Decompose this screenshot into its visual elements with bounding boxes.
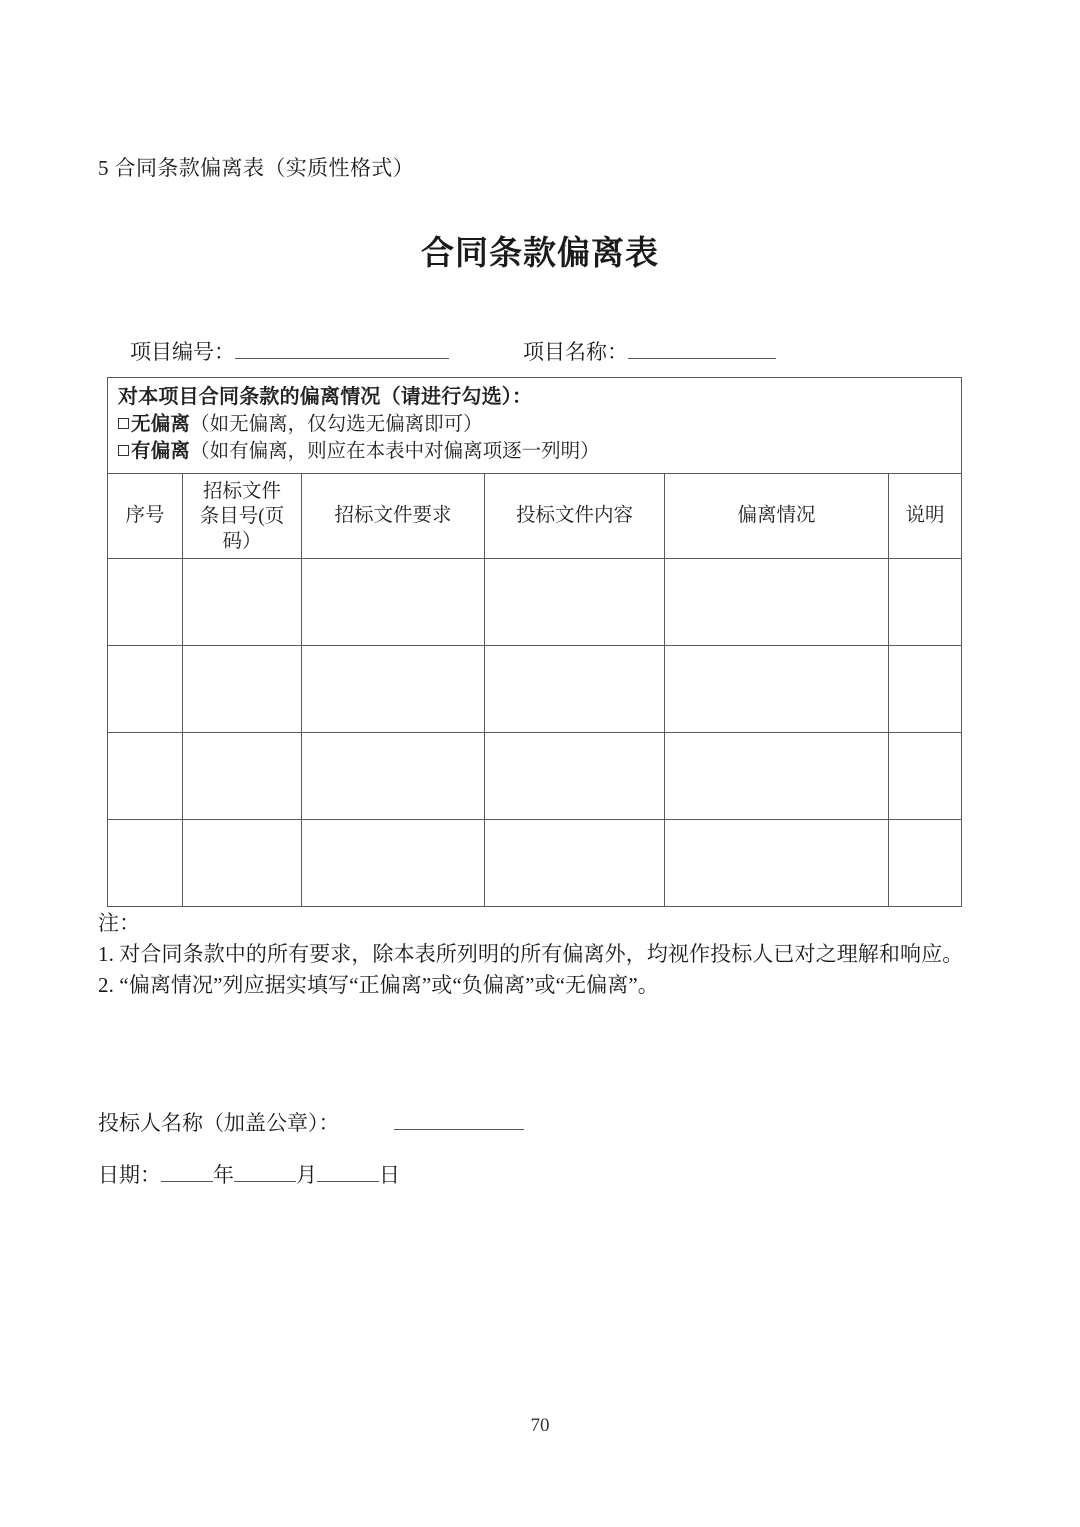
cell-clause-no[interactable] <box>183 820 302 907</box>
cell-remark[interactable] <box>889 559 962 646</box>
project-info-line <box>130 337 930 367</box>
deviation-option-yes-note: （如有偏离，则应在本表中对偏离项逐一列明） <box>190 441 600 462</box>
cell-tender-requirement[interactable] <box>302 820 485 907</box>
column-header-index-line1: 序号 <box>125 505 165 526</box>
date-year-unit: 年 <box>213 1163 234 1187</box>
cell-remark[interactable] <box>889 820 962 907</box>
page-title: 合同条款偏离表 <box>421 236 659 272</box>
deviation-option-no[interactable] <box>118 411 951 438</box>
table-row <box>108 646 962 733</box>
cell-remark[interactable] <box>889 733 962 820</box>
cell-deviation-status[interactable] <box>665 820 889 907</box>
column-header-clause-no-line2: 条目号(页 <box>199 505 285 527</box>
column-header-clause-no <box>183 474 302 559</box>
column-header-clause-no-line1: 招标文件 <box>202 480 281 502</box>
column-header-index <box>108 474 183 559</box>
cell-bid-content[interactable] <box>485 820 665 907</box>
cell-tender-requirement[interactable] <box>302 646 485 733</box>
note-item-1: 1. 对合同条款中的所有要求，除本表所列明的所有偏离外，均视作投标人已对之理解和响应。 <box>98 942 964 966</box>
project-name-label: 项目名称： <box>523 340 628 364</box>
cell-deviation-status[interactable] <box>665 646 889 733</box>
date-label: 日期： <box>98 1163 161 1187</box>
date-year-input[interactable] <box>161 1165 213 1182</box>
note-item-2: 2. “偏离情况”列应据实填写“正偏离”或“负偏离”或“无偏离”。 <box>98 973 659 997</box>
cell-clause-no[interactable] <box>183 646 302 733</box>
deviation-option-no-label: 无偏离 <box>131 414 191 435</box>
column-header-tender-requirement <box>302 474 485 559</box>
cell-clause-no[interactable] <box>183 733 302 820</box>
date-day-input[interactable] <box>317 1165 379 1182</box>
project-code-label: 项目编号： <box>130 340 235 364</box>
section-heading: 5 合同条款偏离表（实质性格式） <box>98 156 415 180</box>
deviation-checkbox-row <box>108 378 962 474</box>
date-day-unit: 日 <box>379 1163 400 1187</box>
cell-index[interactable] <box>108 733 183 820</box>
deviation-option-yes[interactable] <box>118 438 951 465</box>
column-header-bid-content-line1: 投标文件内容 <box>515 505 633 526</box>
cell-tender-requirement[interactable] <box>302 733 485 820</box>
column-header-remark <box>889 474 962 559</box>
date-month-unit: 月 <box>296 1163 317 1187</box>
checkbox-has-deviation-icon[interactable] <box>118 445 129 456</box>
column-header-clause-no-line3: 码） <box>222 530 262 552</box>
cell-index[interactable] <box>108 646 183 733</box>
cell-deviation-status[interactable] <box>665 559 889 646</box>
table-row <box>108 733 962 820</box>
column-header-deviation-status <box>665 474 889 559</box>
table-row <box>108 820 962 907</box>
project-name-input[interactable] <box>628 341 776 359</box>
bidder-name-input[interactable] <box>394 1113 524 1130</box>
signature-block <box>98 1108 798 1190</box>
deviation-option-yes-label: 有偏离 <box>131 441 191 462</box>
checkbox-no-deviation-icon[interactable] <box>118 418 129 429</box>
deviation-prompt: 对本项目合同条款的偏离情况（请进行勾选）： <box>118 386 533 408</box>
column-header-tender-requirement-line1: 招标文件要求 <box>334 505 452 526</box>
column-header-deviation-status-line1: 偏离情况 <box>737 505 816 526</box>
deviation-checkbox-cell <box>108 378 962 474</box>
cell-bid-content[interactable] <box>485 559 665 646</box>
cell-index[interactable] <box>108 559 183 646</box>
bidder-name-label: 投标人名称（加盖公章）： <box>98 1111 340 1135</box>
column-header-bid-content <box>485 474 665 559</box>
column-header-remark-line1: 说明 <box>905 505 945 526</box>
page-number: 70 <box>530 1415 550 1436</box>
cell-remark[interactable] <box>889 646 962 733</box>
notes-block <box>98 908 978 1001</box>
table-row <box>108 559 962 646</box>
cell-bid-content[interactable] <box>485 733 665 820</box>
notes-heading: 注： <box>98 911 141 935</box>
cell-tender-requirement[interactable] <box>302 559 485 646</box>
date-month-input[interactable] <box>234 1165 296 1182</box>
cell-clause-no[interactable] <box>183 559 302 646</box>
project-code-input[interactable] <box>235 341 449 359</box>
bidder-name-line <box>98 1108 798 1138</box>
cell-bid-content[interactable] <box>485 646 665 733</box>
cell-deviation-status[interactable] <box>665 733 889 820</box>
date-line <box>98 1160 798 1190</box>
deviation-option-no-note: （如无偏离，仅勾选无偏离即可） <box>190 414 483 435</box>
table-header-row <box>108 474 962 559</box>
deviation-table <box>107 377 962 907</box>
cell-index[interactable] <box>108 820 183 907</box>
